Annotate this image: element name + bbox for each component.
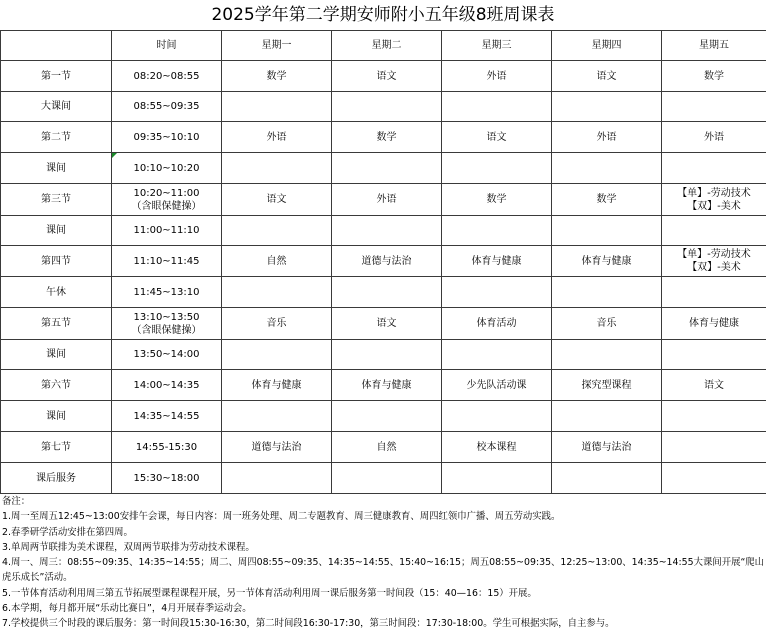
header-row: [1, 31, 766, 61]
time-cell: 10:10~10:20: [112, 153, 222, 184]
subject-cell: 体育与健康: [442, 246, 552, 277]
subject-cell: 外语: [662, 122, 766, 153]
table-row: [1, 184, 766, 216]
subject-cell: 自然: [332, 432, 442, 463]
subject-cell: [332, 340, 442, 370]
period-cell: 第一节: [1, 61, 112, 92]
subject-cell: 道德与法治: [222, 432, 332, 463]
period-cell: 课间: [1, 401, 112, 432]
time-cell: 11:00~11:10: [112, 216, 222, 246]
subject-cell: [442, 216, 552, 246]
subject-cell: 外语: [552, 122, 662, 153]
time-cell: 09:35~10:10: [112, 122, 222, 153]
note-line: 4.周一、周三：08:55~09:35、14:35~14:55；周二、周四08:55~09:35、14:35~14:55、15:40~16:15；周五08:55~09:35、12:25~13:00、14:35~14:55大课间开展“爬山虎乐成长”活动。: [2, 557, 765, 584]
subject-cell: 语文: [552, 61, 662, 92]
header-cell: 星期一: [222, 31, 332, 61]
period-cell: 第六节: [1, 370, 112, 401]
subject-cell: [442, 401, 552, 432]
subject-cell: [552, 153, 662, 184]
table-row: [1, 401, 766, 432]
subject-cell: [442, 340, 552, 370]
subject-cell: [662, 277, 766, 308]
time-cell: 14:35~14:55: [112, 401, 222, 432]
corner-cell: [1, 31, 112, 61]
subject-cell: 探究型课程: [552, 370, 662, 401]
table-row: [1, 463, 766, 494]
table-row: [1, 370, 766, 401]
table-row: [1, 61, 766, 92]
subject-cell: [332, 277, 442, 308]
period-cell: 第五节: [1, 308, 112, 340]
time-cell: 11:10~11:45: [112, 246, 222, 277]
subject-cell: [552, 216, 662, 246]
subject-cell: [332, 216, 442, 246]
table-row: [1, 216, 766, 246]
subject-cell: [662, 401, 766, 432]
subject-cell: [332, 92, 442, 122]
subject-cell: [222, 401, 332, 432]
subject-cell: [222, 340, 332, 370]
note-line: 2.春季研学活动安排在第四周。: [2, 526, 133, 538]
page-title: 2025学年第二学期安师附小五年级8班周课表: [211, 5, 555, 25]
subject-cell: [662, 340, 766, 370]
subject-cell: 音乐: [222, 308, 332, 340]
subject-cell: [222, 92, 332, 122]
period-cell: 课间: [1, 153, 112, 184]
note-line: 7.学校提供三个时段的课后服务：第一时间段15:30-16:30，第二时间段16:30-17:30，第三时间段：17:30-18:00。学生可根据实际，自主参与。: [2, 618, 615, 630]
subject-cell: 道德与法治: [332, 246, 442, 277]
table-row: [1, 432, 766, 463]
note-line: 3.单周两节联排为美术课程，双周两节联排为劳动技术课程。: [2, 541, 255, 553]
table-row: [1, 340, 766, 370]
subject-cell: 外语: [222, 122, 332, 153]
subject-cell: [222, 216, 332, 246]
subject-cell: [442, 153, 552, 184]
time-cell: 08:55~09:35: [112, 92, 222, 122]
time-cell: 15:30~18:00: [112, 463, 222, 494]
table-row: [1, 92, 766, 122]
subject-cell: [662, 432, 766, 463]
period-cell: 第四节: [1, 246, 112, 277]
period-cell: 午休: [1, 277, 112, 308]
subject-cell: [442, 277, 552, 308]
time-cell: 10:20~11:00 （含眼保健操）: [112, 184, 222, 216]
subject-cell: 体育与健康: [662, 308, 766, 340]
subject-cell: [442, 92, 552, 122]
subject-cell: [662, 153, 766, 184]
period-cell: 课间: [1, 216, 112, 246]
subject-cell: [222, 463, 332, 494]
note-line: 1.周一至周五12:45~13:00安排午会课，每日内容：周一班务处理、周二专题教育、周三健康教育、周四红领巾广播、周五劳动实践。: [2, 511, 561, 523]
subject-cell: [662, 216, 766, 246]
subject-cell: 数学: [332, 122, 442, 153]
schedule-table: [0, 30, 766, 494]
period-cell: 大课间: [1, 92, 112, 122]
header-cell: 星期四: [552, 31, 662, 61]
subject-cell: [552, 277, 662, 308]
subject-cell: 数学: [552, 184, 662, 216]
time-cell: 14:00~14:35: [112, 370, 222, 401]
subject-cell: 道德与法治: [552, 432, 662, 463]
time-cell: 08:20~08:55: [112, 61, 222, 92]
period-cell: 第二节: [1, 122, 112, 153]
subject-cell: 校本课程: [442, 432, 552, 463]
subject-cell: 语文: [442, 122, 552, 153]
subject-cell: 音乐: [552, 308, 662, 340]
note-line: 5.一节体育活动利用周三第五节拓展型课程课程开展，另一节体育活动利用周一课后服务第一时间段（15：40—16：15）开展。: [2, 587, 537, 599]
subject-cell: 体育与健康: [222, 370, 332, 401]
subject-cell: [222, 277, 332, 308]
period-cell: 课后服务: [1, 463, 112, 494]
subject-cell: 体育与健康: [552, 246, 662, 277]
subject-cell: [332, 153, 442, 184]
header-cell: 星期五: [662, 31, 766, 61]
table-row: [1, 122, 766, 153]
time-cell: 13:10~13:50 （含眼保健操）: [112, 308, 222, 340]
subject-cell: 体育活动: [442, 308, 552, 340]
subject-cell: [552, 92, 662, 122]
subject-cell: 【单】-劳动技术 【双】-美术: [662, 184, 766, 216]
header-cell: 星期三: [442, 31, 552, 61]
subject-cell: 体育与健康: [332, 370, 442, 401]
time-cell: 14:55-15:30: [112, 432, 222, 463]
header-cell: 星期二: [332, 31, 442, 61]
subject-cell: 数学: [222, 61, 332, 92]
time-cell: 11:45~13:10: [112, 277, 222, 308]
subject-cell: [662, 92, 766, 122]
subject-cell: 语文: [222, 184, 332, 216]
period-cell: 第七节: [1, 432, 112, 463]
notes-section: [2, 494, 766, 632]
period-cell: 第三节: [1, 184, 112, 216]
subject-cell: [442, 463, 552, 494]
table-row: [1, 277, 766, 308]
table-row: [1, 308, 766, 340]
subject-cell: [332, 401, 442, 432]
subject-cell: 自然: [222, 246, 332, 277]
subject-cell: [222, 153, 332, 184]
subject-cell: [552, 463, 662, 494]
subject-cell: 数学: [662, 61, 766, 92]
subject-cell: 语文: [662, 370, 766, 401]
subject-cell: 语文: [332, 308, 442, 340]
subject-cell: 【单】-劳动技术 【双】-美术: [662, 246, 766, 277]
subject-cell: [552, 340, 662, 370]
subject-cell: [662, 463, 766, 494]
period-cell: 课间: [1, 340, 112, 370]
notes-heading: 备注：: [2, 496, 31, 507]
subject-cell: 外语: [332, 184, 442, 216]
header-cell: 时间: [112, 31, 222, 61]
subject-cell: [332, 463, 442, 494]
table-row: [1, 246, 766, 277]
time-cell: 13:50~14:00: [112, 340, 222, 370]
subject-cell: 少先队活动课: [442, 370, 552, 401]
subject-cell: 外语: [442, 61, 552, 92]
cell-comment-marker: [112, 153, 117, 158]
subject-cell: [552, 401, 662, 432]
subject-cell: 语文: [332, 61, 442, 92]
note-line: 6.本学期，每月都开展“乐动比赛日”，4月开展春季运动会。: [2, 603, 252, 615]
subject-cell: 数学: [442, 184, 552, 216]
